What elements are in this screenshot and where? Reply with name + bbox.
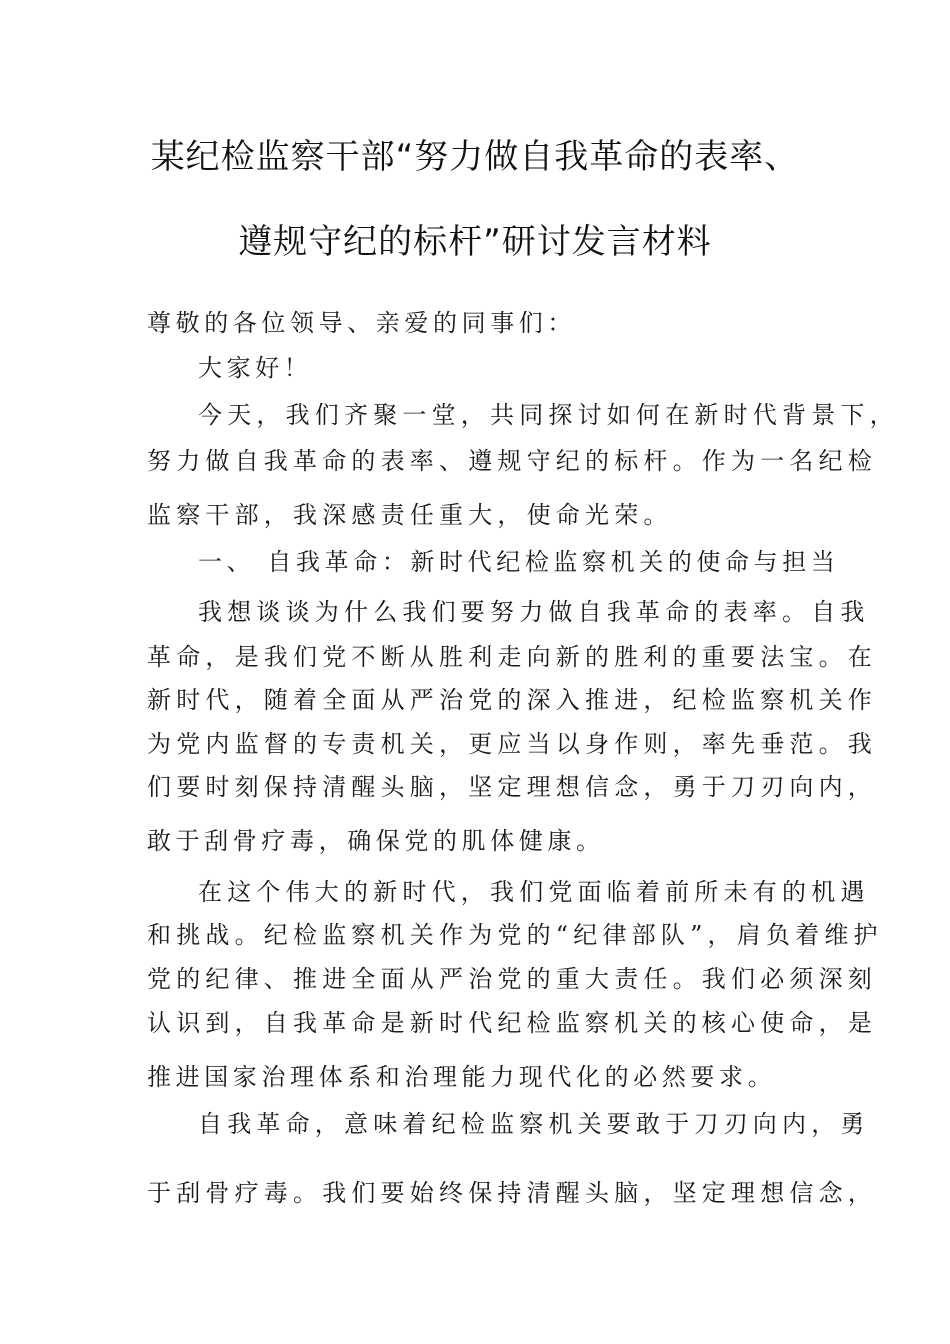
paragraph-line: 为党内监督的专责机关，更应当以身作则，率先垂范。我 (147, 730, 877, 758)
greeting: 大家好！ (198, 354, 313, 382)
paragraph-line: 革命，是我们党不断从胜利走向新的胜利的重要法宝。在 (147, 643, 877, 671)
paragraph-line: 于刮骨疗毒。我们要始终保持清醒头脑，坚定理想信念， (147, 1179, 877, 1207)
paragraph-line: 党的纪律、推进全面从严治党的重大责任。我们必须深刻 (147, 965, 877, 993)
document-title-line-2: 遵规守纪的标杆”研讨发言材料 (238, 222, 712, 262)
document-title-line-1: 某纪检监察干部“努力做自我革命的表率、 (150, 137, 800, 177)
paragraph-line: 敢于刮骨疗毒，确保党的肌体健康。 (147, 827, 605, 855)
paragraph-line: 在这个伟大的新时代，我们党面临着前所未有的机遇 (198, 878, 870, 906)
paragraph-line: 我想谈谈为什么我们要努力做自我革命的表率。自我 (198, 598, 870, 626)
salutation: 尊敬的各位领导、亲爱的同事们： (147, 309, 576, 337)
paragraph-line: 们要时刻保持清醒头脑，坚定理想信念，勇于刀刃向内， (147, 773, 877, 801)
paragraph-line: 推进国家治理体系和治理能力现代化的必然要求。 (147, 1063, 777, 1091)
paragraph-line: 和挑战。纪检监察机关作为党的“纪律部队”，肩负着维护 (147, 921, 883, 949)
paragraph-line: 监察干部，我深感责任重大，使命光荣。 (147, 501, 673, 529)
paragraph-line: 自我革命，意味着纪检监察机关要敢于刀刃向内，勇 (198, 1110, 870, 1138)
section-heading: 一、 自我革命：新时代纪检监察机关的使命与担当 (198, 548, 840, 576)
paragraph-line: 今天，我们齐聚一堂，共同探讨如何在新时代背景下， (198, 401, 899, 429)
paragraph-line: 新时代，随着全面从严治党的深入推进，纪检监察机关作 (147, 686, 877, 714)
paragraph-line: 努力做自我革命的表率、遵规守纪的标杆。作为一名纪检 (147, 447, 877, 475)
paragraph-line: 认识到，自我革命是新时代纪检监察机关的核心使命，是 (147, 1009, 877, 1037)
